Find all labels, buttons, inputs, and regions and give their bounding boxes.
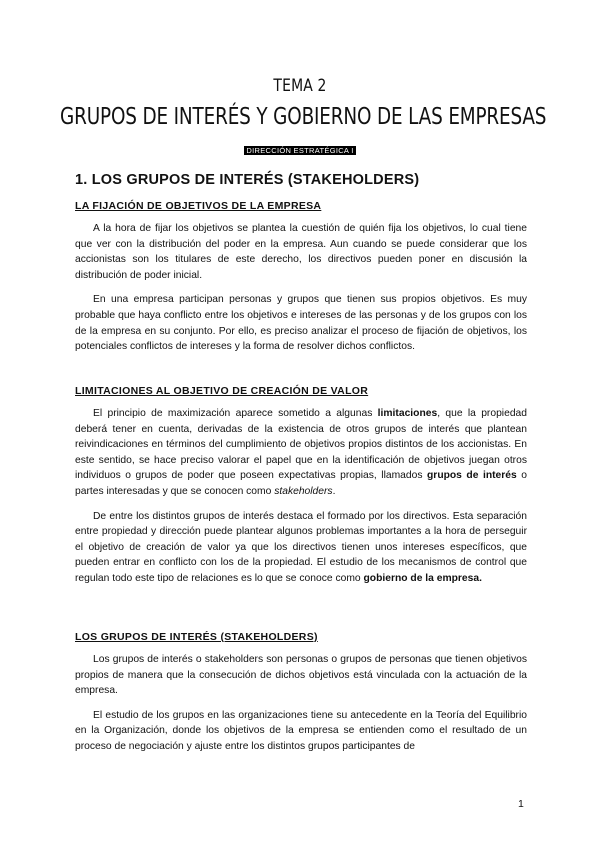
subsection-heading: LOS GRUPOS DE INTERÉS (STAKEHOLDERS) (75, 631, 318, 643)
section-limitaciones (75, 385, 527, 596)
subsection-heading: LIMITACIONES AL OBJETIVO DE CREACIÓN DE VALOR (75, 385, 369, 397)
italic-term: stakeholders (274, 485, 333, 497)
paragraph: A la hora de fijar los objetivos se plantea la cuestión de quién fija los objetivos, lo cual tiene que ver con la distribución del poder en la empresa. Aun cuando se puede considerar que los accionistas son los titulares de este derecho, los directivos pueden poner en discusión la distribución de poder inicial. (75, 223, 527, 281)
bold-term: limitaciones (377, 408, 438, 419)
bold-term: gobierno de la empresa. (363, 572, 482, 584)
page-number: 1 (518, 798, 524, 810)
paragraph: En una empresa participan personas y grupos que tienen sus propios objetivos. Es muy probable que haya conflicto entre los objetivos e intereses de las personas y de los grupos con los de la empresa en su conjunto. Por ello, es preciso analizar el proceso de fijación de objetivos, los potenciales conflictos de intereses y la forma de resolver dichos conflictos. (75, 294, 527, 353)
subsection-heading: LA FIJACIÓN DE OBJETIVOS DE LA EMPRESA (75, 200, 322, 212)
subject-badge: DIRECCIÓN ESTRATÉGICA I (246, 146, 354, 155)
bold-term: grupos de interés (427, 470, 517, 482)
paragraph: De entre los distintos grupos de interés destaca el formado por los directivos. Esta separación entre propiedad y dirección puede plantear algunos problemas importantes a la hora de perseguir el objetivo de creación de valor ya que los directivos tienen unos intereses específicos, que pueden entrar en conflicto con los de la propiedad. El estudio de los mecanismos de control que regulan todo este tipo de relaciones es lo que se conoce como gobierno de la empresa. (75, 510, 527, 584)
paragraph: El principio de maximización aparece sometido a algunas limitaciones, que la propiedad deberá tener en cuenta, derivadas de la existencia de otros grupos de interés que plantean reivindicaciones en términos del cumplimiento de objetivos propios distintos de los accionistas. En este sentido, se hace preciso valorar el papel que en la identificación de objetivos juegan otros individuos o grupos de poder que poseen expectativas propias, llamados grupos de interés o partes interesadas y que se conocen como stakeholders. (75, 408, 528, 497)
section-stakeholders (75, 631, 527, 764)
chapter-label: TEMA 2 (273, 76, 327, 96)
section-heading: 1. LOS GRUPOS DE INTERÉS (STAKEHOLDERS) (75, 172, 420, 188)
document-title: GRUPOS DE INTERÉS Y GOBIERNO DE LAS EMPRESAS (60, 104, 547, 130)
subject-label (0, 140, 600, 158)
paragraph: El estudio de los grupos en las organizaciones tiene su antecedente en la Teoría del Equilibrio en la Organización, donde los objetivos de la empresa se entienden como el resultado de un proceso de negociación y ajuste entre los distintos grupos participantes de (75, 709, 527, 752)
section-fijacion (75, 200, 527, 364)
paragraph: Los grupos de interés o stakeholders son personas o grupos de personas que tienen objetivos propios de manera que la consecución de dichos objetivos está vinculada con la actuación de la empresa. (75, 654, 527, 697)
